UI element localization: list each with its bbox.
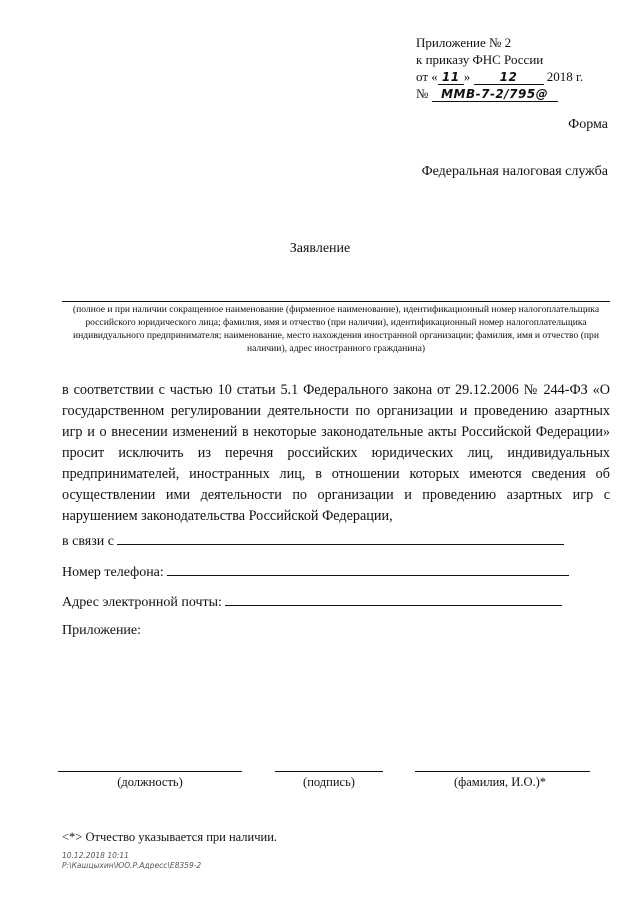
- signature-line[interactable]: [275, 771, 383, 772]
- footnote: <*> Отчество указывается при наличии.: [62, 830, 278, 844]
- name-line[interactable]: [415, 771, 590, 772]
- position-label: (должность): [117, 775, 183, 789]
- document-title: Заявление: [289, 241, 351, 256]
- stamp-line1: 10.12.2018 10:11: [62, 851, 129, 860]
- stamp-line2: Р:\Кашцыхин\ЮО.Р.Адресс\Е8359-2: [62, 861, 202, 870]
- appendix-date: [416, 68, 583, 85]
- date-mid: »: [463, 69, 471, 84]
- attachment-field: [62, 623, 141, 639]
- signature-label: (подпись): [303, 775, 355, 789]
- attachment-label: Приложение:: [62, 623, 142, 638]
- email-label: Адрес электронной почты:: [62, 595, 222, 610]
- email-input-line[interactable]: [225, 593, 562, 606]
- number-prefix: №: [416, 86, 429, 101]
- date-month: 12: [474, 70, 544, 85]
- reason-label: в связи с: [62, 534, 114, 549]
- appendix-line1: Приложение № 2: [416, 35, 512, 50]
- date-day: 11: [438, 70, 464, 85]
- phone-label: Номер телефона:: [62, 565, 164, 580]
- name-label: (фамилия, И.О.)*: [453, 775, 547, 789]
- body-paragraph: в соответствии с частью 10 статьи 5.1 Федерального закона от 29.12.2006 № 244-ФЗ «О государственном регулировании деятельности по организации и проведению азартных игр и о внесении изменений в некоторые законодательные акты Российской Федерации» просит исключить из перечня российских юридических лиц, индивидуальных предпринимателей, иностранных лиц, в отношении которых имеются сведения об осуществлении ими деятельности по организации и проведению азартных игр с нарушением законодательства Российской Федерации,: [62, 382, 610, 524]
- authority-name: Федеральная налоговая служба: [421, 164, 608, 179]
- form-label: Форма: [568, 117, 608, 132]
- file-stamp: [62, 851, 201, 871]
- number-value: ММВ-7-2/795@: [432, 87, 558, 102]
- email-field: [62, 593, 562, 611]
- applicant-line[interactable]: [62, 301, 610, 302]
- appendix-block: [416, 34, 583, 102]
- phone-input-line[interactable]: [167, 563, 569, 576]
- appendix-line2: к приказу ФНС России: [416, 52, 544, 67]
- reason-field: [62, 532, 564, 550]
- reason-input-line[interactable]: [117, 532, 564, 545]
- appendix-number: [416, 85, 583, 102]
- date-year: 2018 г.: [546, 69, 584, 84]
- date-prefix: от «: [416, 69, 438, 84]
- phone-field: [62, 563, 569, 581]
- applicant-caption: (полное и при наличии сокращенное наименование (фирменное наименование), идентификационный номер налогоплательщика российского юридического лица; фамилия, имя и отчество (при наличии), идентификационный номер налогоплательщика индивидуального предпринимателя; наименование, место нахождения иностранной организации; фамилия, имя и отчество (при наличии), адрес иностранного гражданина): [72, 304, 600, 354]
- position-line[interactable]: [58, 771, 242, 772]
